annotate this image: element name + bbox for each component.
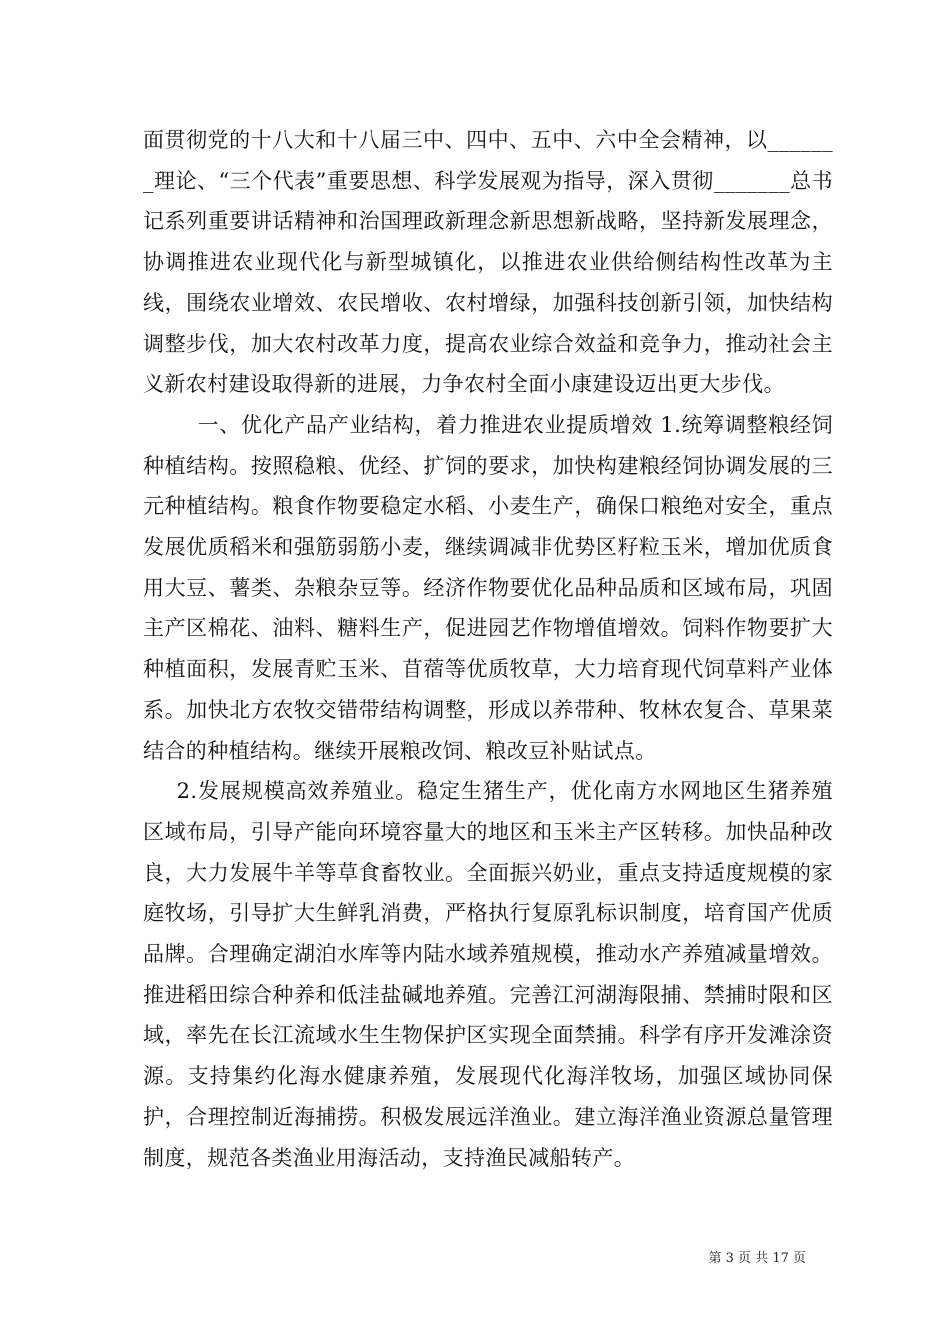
page-number: 第 3 页 共 17 页 (708, 1251, 806, 1266)
paragraph-section-one: 一、优化产品产业结构，着力推进农业提质增效 1.统筹调整粮经饲种植结构。按照稳粮、优经、扩饲的要求，加快构建粮经饲协调发展的三元种植结构。粮食作物要稳定水稻、小麦生产，确保口粮绝对安全，重点发展优质稻米和强筋弱筋小麦，继续调减非优势区籽粒玉米，增加优质食用大豆、薯类、杂粮杂豆等。经济作物要优化品种品质和区域布局，巩固主产区棉花、油料、糖料生产，促进园艺作物增值增效。饲料作物要扩大种植面积，发展青贮玉米、苜蓿等优质牧草，大力培育现代饲草料产业体系。加快北方农牧交错带结构调整，形成以养带种、牧林农复合、草果菜结合的种植结构。继续开展粮改饲、粮改豆补贴试点。 (143, 412, 833, 763)
page-footer (0, 1247, 950, 1266)
document-body (143, 120, 833, 1178)
paragraph-intro: 面贯彻党的十八大和十八届三中、四中、五中、六中全会精神，以_______理论、“三个代表”重要思想、科学发展观为指导，深入贯彻_______总书记系列重要讲话精神和治国理政新理念新思想新战略，坚持新发展理念，协调推进农业现代化与新型城镇化，以推进农业供给侧结构性改革为主线，围绕农业增效、农民增收、农村增绿，加强科技创新引领，加快结构调整步伐，加大农村改革力度，提高农业综合效益和竞争力，推动社会主义新农村建设取得新的进展，力争农村全面小康建设迈出更大步伐。 (143, 128, 833, 397)
paragraph-item-two: 2.发展规模高效养殖业。稳定生猪生产，优化南方水网地区生猪养殖区域布局，引导产能向环境容量大的地区和玉米主产区转移。加快品种改良，大力发展牛羊等草食畜牧业。全面振兴奶业，重点支持适度规模的家庭牧场，引导扩大生鲜乳消费，严格执行复原乳标识制度，培育国产优质品牌。合理确定湖泊水库等内陆水域养殖规模，推动水产养殖减量增效。推进稻田综合种养和低洼盐碱地养殖。完善江河湖海限捕、禁捕时限和区域，率先在长江流域水生生物保护区实现全面禁捕。科学有序开发滩涂资源。支持集约化海水健康养殖，发展现代化海洋牧场，加强区域协同保护，合理控制近海捕捞。积极发展远洋渔业。建立海洋渔业资源总量管理制度，规范各类渔业用海活动，支持渔民减船转产。 (143, 779, 833, 1170)
